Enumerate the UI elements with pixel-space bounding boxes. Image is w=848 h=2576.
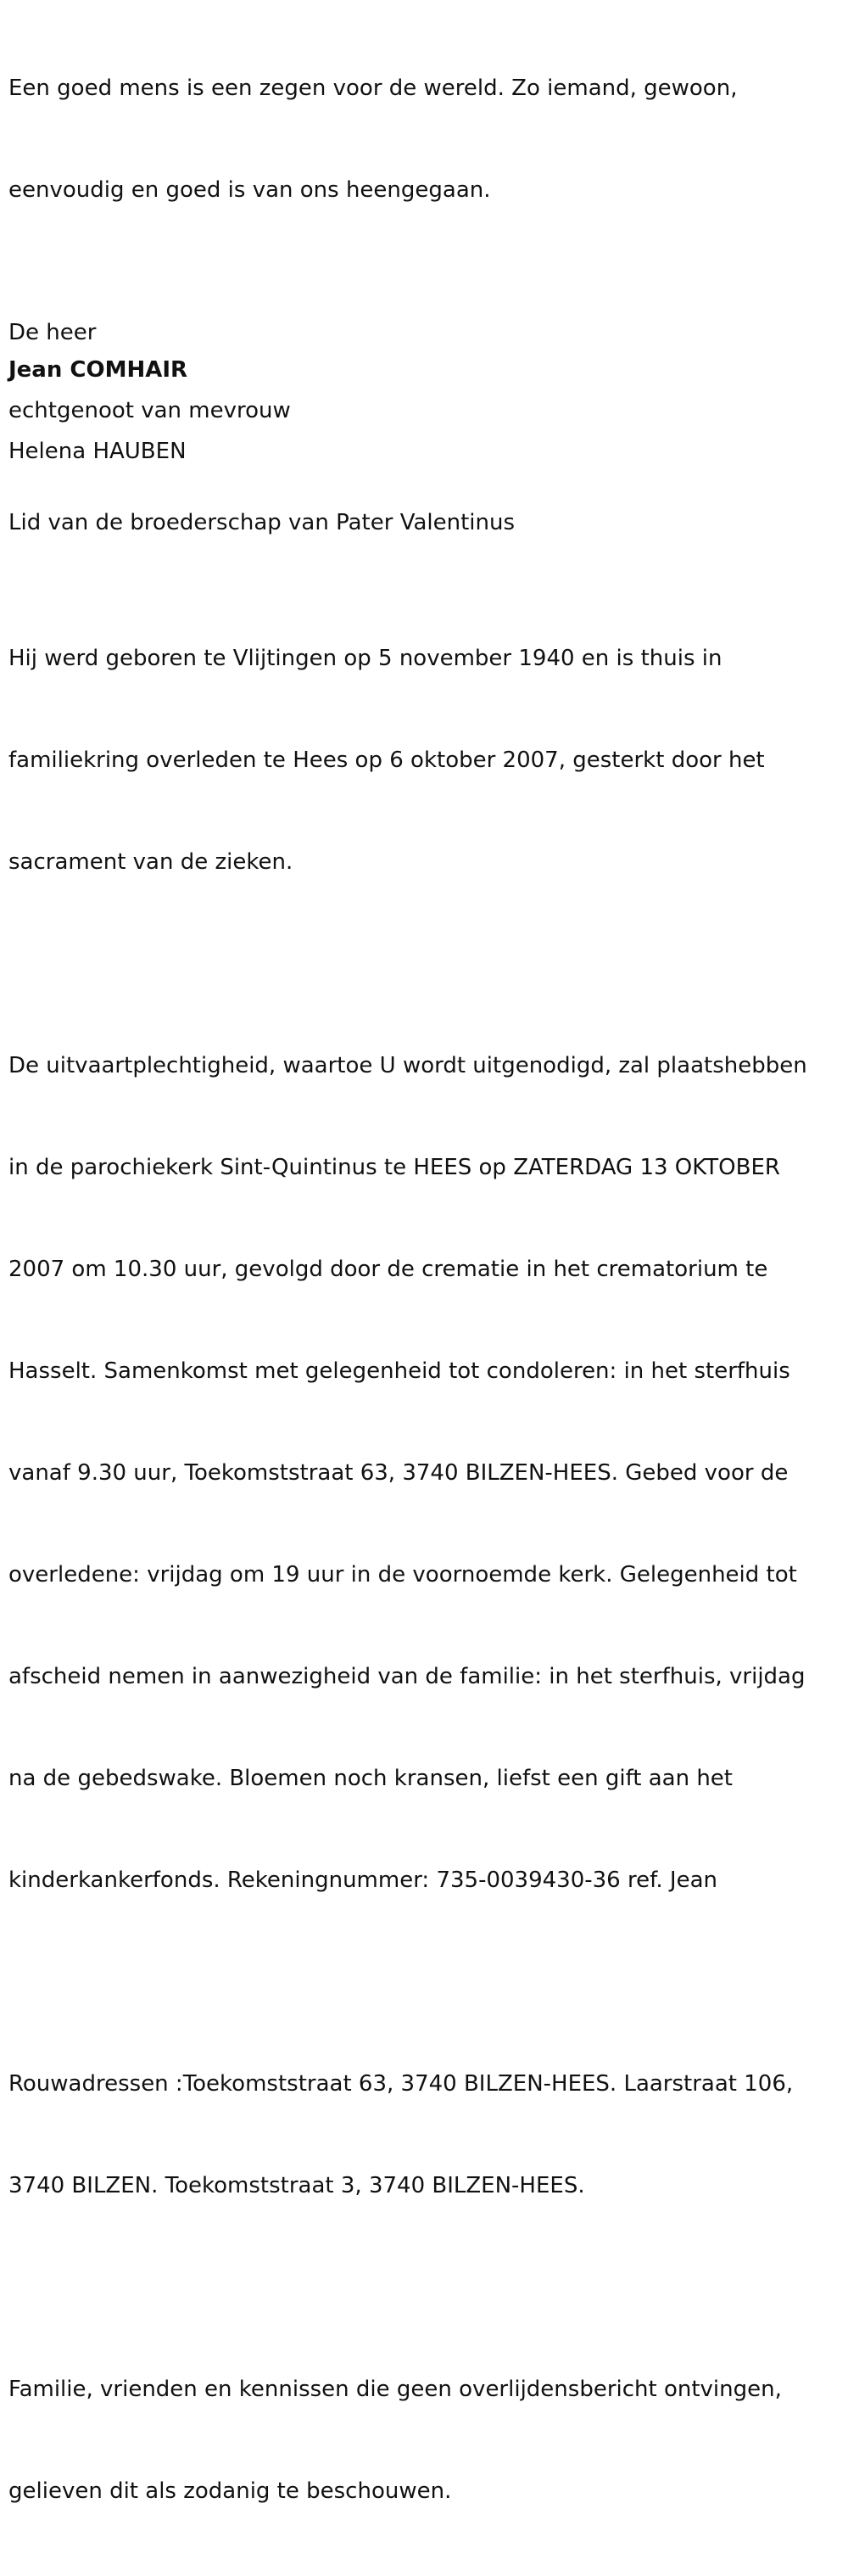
funeral-line: kinderkankerfonds. Rekeningnummer: 735-0039430-36 ref. Jean — [8, 1868, 717, 1893]
membership-line: Lid van de broederschap van Pater Valentinus — [8, 510, 516, 535]
funeral-paragraph — [8, 981, 835, 1965]
spacer — [8, 540, 835, 574]
deceased-name: Jean COMHAIR — [8, 357, 188, 383]
addresses-line: Rouwadressen :Toekomststraat 63, 3740 BILZEN-HEES. Laarstraat 106, — [8, 2071, 794, 2097]
funeral-line: De uitvaartplechtigheid, waartoe U wordt uitgenodigd, zal plaatshebben — [8, 1053, 807, 1078]
addresses-paragraph — [8, 1999, 835, 2271]
spacer — [8, 1965, 835, 1999]
obituary-document — [8, 3, 835, 2576]
closing-paragraph — [8, 2304, 835, 2576]
spouse-name: Helena HAUBEN — [8, 439, 187, 464]
birth-death-line: Hij werd geboren te Vlijtingen op 5 november 1940 en is thuis in — [8, 646, 722, 671]
intro-paragraph — [8, 3, 835, 275]
funeral-line: Hasselt. Samenkomst met gelegenheid tot condoleren: in het sterfhuis — [8, 1358, 790, 1384]
intro-line: eenvoudig en goed is van ons heengegaan. — [8, 177, 491, 203]
funeral-line: in de parochiekerk Sint-Quintinus te HEES op ZATERDAG 13 OKTOBER — [8, 1155, 780, 1180]
funeral-line: vanaf 9.30 uur, Toekomststraat 63, 3740 BILZEN-HEES. Gebed voor de — [8, 1460, 789, 1486]
closing-line: gelieven dit als zodanig te beschouwen. — [8, 2478, 452, 2504]
spacer — [8, 275, 835, 309]
closing-line: Familie, vrienden en kennissen die geen overlijdensbericht ontvingen, — [8, 2377, 782, 2402]
spacer — [8, 2271, 835, 2304]
intro-line: Een goed mens is een zegen voor de wereld. Zo iemand, gewoon, — [8, 76, 738, 101]
birth-death-line: familiekring overleden te Hees op 6 oktober 2007, gesterkt door het — [8, 748, 765, 773]
funeral-line: na de gebedswake. Bloemen noch kransen, liefst een gift aan het — [8, 1766, 734, 1791]
spouse-label: echtgenoot van mevrouw — [8, 398, 291, 423]
funeral-line: afscheid nemen in aanwezigheid van de familie: in het sterfhuis, vrijdag — [8, 1664, 806, 1689]
birth-death-paragraph — [8, 574, 835, 947]
birth-death-line: sacrament van de zieken. — [8, 849, 293, 875]
honorific-title: De heer — [8, 320, 97, 345]
funeral-line: 2007 om 10.30 uur, gevolgd door de crematie in het crematorium te — [8, 1257, 768, 1282]
spacer — [8, 947, 835, 981]
spacer — [8, 472, 835, 506]
addresses-line: 3740 BILZEN. Toekomststraat 3, 3740 BILZEN-HEES. — [8, 2173, 585, 2198]
funeral-line: overledene: vrijdag om 19 uur in de voornoemde kerk. Gelegenheid tot — [8, 1562, 797, 1588]
